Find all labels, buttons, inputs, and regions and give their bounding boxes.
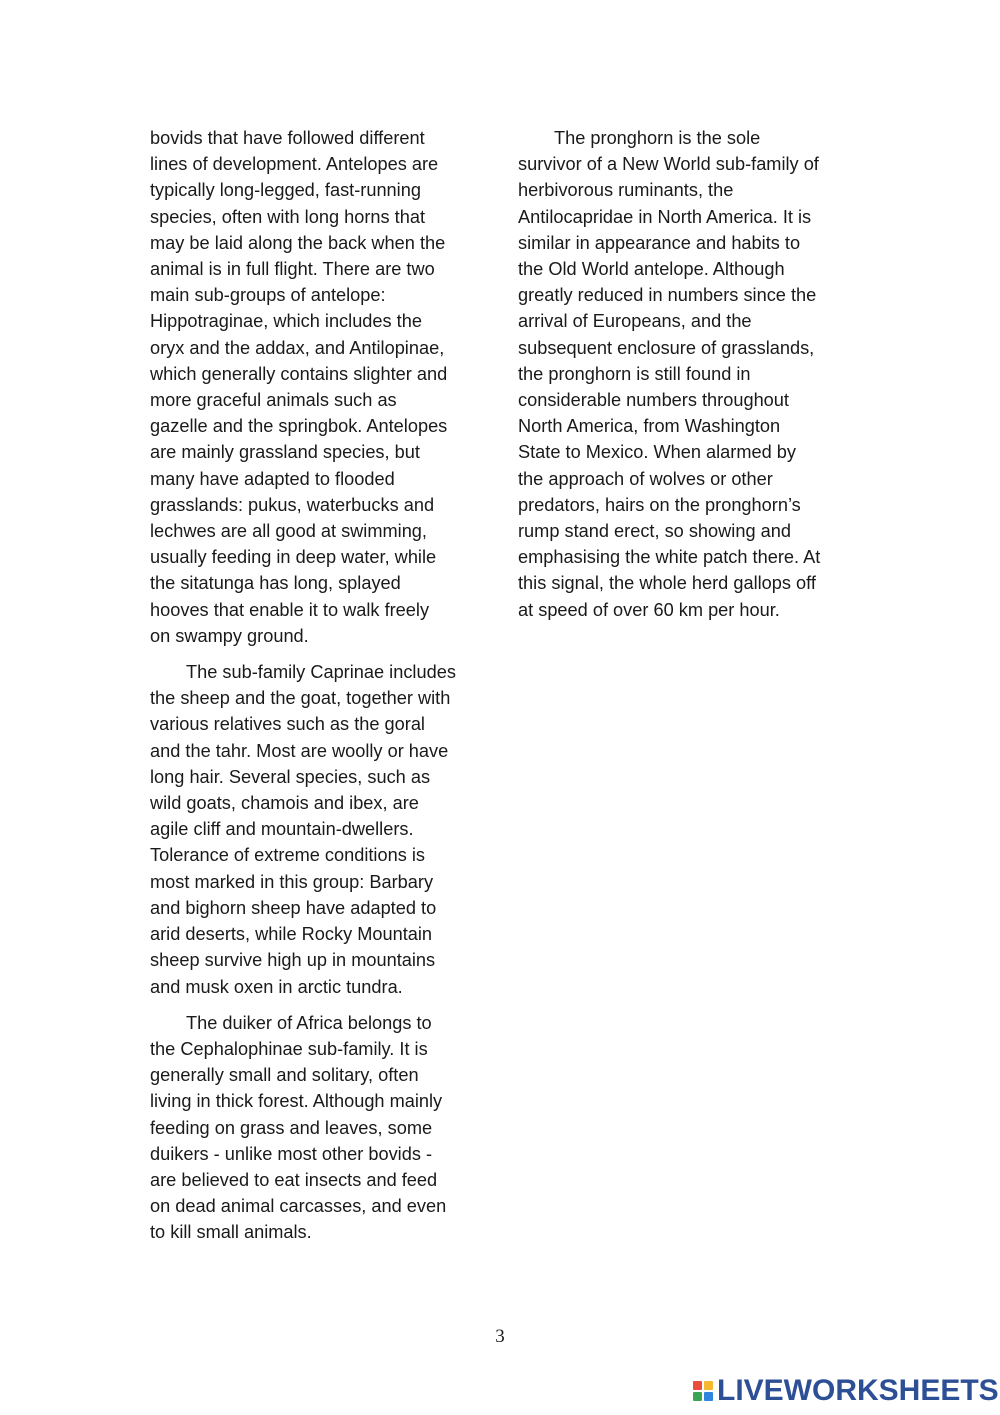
text-line: rump stand erect, so showing and: [518, 521, 791, 542]
text-line: sheep survive high up in mountains: [150, 950, 436, 971]
text-line: The pronghorn is the sole: [554, 128, 761, 148]
text-line: Tolerance of extreme conditions is: [150, 845, 425, 866]
left-column: [150, 125, 495, 1256]
logo-text: LIVEWORKSHEETS: [717, 1374, 999, 1407]
text-line: main sub-groups of antelope:: [150, 285, 386, 306]
text-line: State to Mexico. When alarmed by: [518, 442, 796, 463]
text-line: to kill small animals.: [150, 1222, 312, 1243]
text-line: North America, from Washington: [518, 416, 781, 437]
text-line: may be laid along the back when the: [150, 232, 446, 253]
text-line: duikers - unlike most other bovids -: [150, 1143, 433, 1164]
text-line: considerable numbers throughout: [518, 390, 789, 411]
text-line: the sitatunga has long, splayed: [150, 573, 401, 594]
text-line: The duiker of Africa belongs to: [186, 1012, 432, 1033]
text-line: living in thick forest. Although mainly: [150, 1091, 443, 1112]
text-line: and the tahr. Most are woolly or have: [150, 740, 449, 761]
text-line: the pronghorn is still found in: [518, 363, 751, 384]
text-line: predators, hairs on the pronghorn’s: [518, 494, 801, 515]
paragraph: [150, 125, 495, 649]
text-line: species, often with long horns that: [150, 206, 425, 227]
text-line: oryx and the addax, and Antilopinae,: [150, 337, 445, 358]
liveworksheets-logo: [693, 1376, 999, 1406]
text-line: are believed to eat insects and feed: [150, 1169, 438, 1190]
text-line: emphasising the white patch there. At: [518, 547, 821, 568]
text-line: subsequent enclosure of grasslands,: [518, 337, 815, 358]
text-line: gazelle and the springbok. Antelopes: [150, 416, 448, 437]
text-line: Hippotraginae, which includes the: [150, 311, 422, 332]
text-line: lines of development. Antelopes are: [150, 154, 439, 175]
text-line: many have adapted to flooded: [150, 468, 395, 489]
text-line: typically long-legged, fast-running: [150, 180, 421, 201]
text-line: survivor of a New World sub-family of: [518, 154, 819, 175]
text-line: at speed of over 60 km per hour.: [518, 599, 780, 620]
text-line: bovids that have followed different: [150, 128, 425, 148]
text-line: Antilocapridae in North America. It is: [518, 206, 812, 227]
paragraph: [150, 1010, 495, 1246]
text-line: similar in appearance and habits to: [518, 232, 801, 253]
paragraph: [518, 125, 863, 623]
paragraph: [150, 659, 495, 1000]
text-line: feeding on grass and leaves, some: [150, 1117, 433, 1138]
text-line: hooves that enable it to walk freely: [150, 599, 430, 620]
text-line: are mainly grassland species, but: [150, 442, 420, 463]
liveworksheets-logo-icon: [693, 1381, 713, 1401]
text-line: wild goats, chamois and ibex, are: [150, 793, 419, 814]
text-line: animal is in full flight. There are two: [150, 259, 435, 280]
text-line: on dead animal carcasses, and even: [150, 1196, 447, 1217]
text-line: various relatives such as the goral: [150, 714, 425, 735]
text-line: and musk oxen in arctic tundra.: [150, 976, 403, 997]
text-line: generally small and solitary, often: [150, 1065, 419, 1086]
text-line: usually feeding in deep water, while: [150, 547, 437, 568]
right-column: [518, 125, 863, 633]
text-line: which generally contains slighter and: [150, 363, 448, 384]
text-line: more graceful animals such as: [150, 390, 397, 411]
text-line: most marked in this group: Barbary: [150, 871, 434, 892]
text-line: lechwes are all good at swimming,: [150, 521, 427, 542]
text-line: long hair. Several species, such as: [150, 766, 431, 787]
text-line: grasslands: pukus, waterbucks and: [150, 494, 435, 515]
text-line: arrival of Europeans, and the: [518, 311, 752, 332]
text-line: The sub-family Caprinae includes: [186, 662, 456, 683]
text-line: this signal, the whole herd gallops off: [518, 573, 816, 594]
text-line: the Cephalophinae sub-family. It is: [150, 1038, 428, 1059]
text-line: on swampy ground.: [150, 625, 309, 646]
text-line: the sheep and the goat, together with: [150, 688, 451, 709]
text-line: herbivorous ruminants, the: [518, 180, 734, 201]
text-line: agile cliff and mountain-dwellers.: [150, 819, 414, 840]
text-line: arid deserts, while Rocky Mountain: [150, 924, 433, 945]
text-line: greatly reduced in numbers since the: [518, 285, 817, 306]
text-line: the Old World antelope. Although: [518, 259, 785, 280]
page-number: 3: [495, 1326, 505, 1347]
text-line: and bighorn sheep have adapted to: [150, 897, 437, 918]
text-line: the approach of wolves or other: [518, 468, 773, 489]
